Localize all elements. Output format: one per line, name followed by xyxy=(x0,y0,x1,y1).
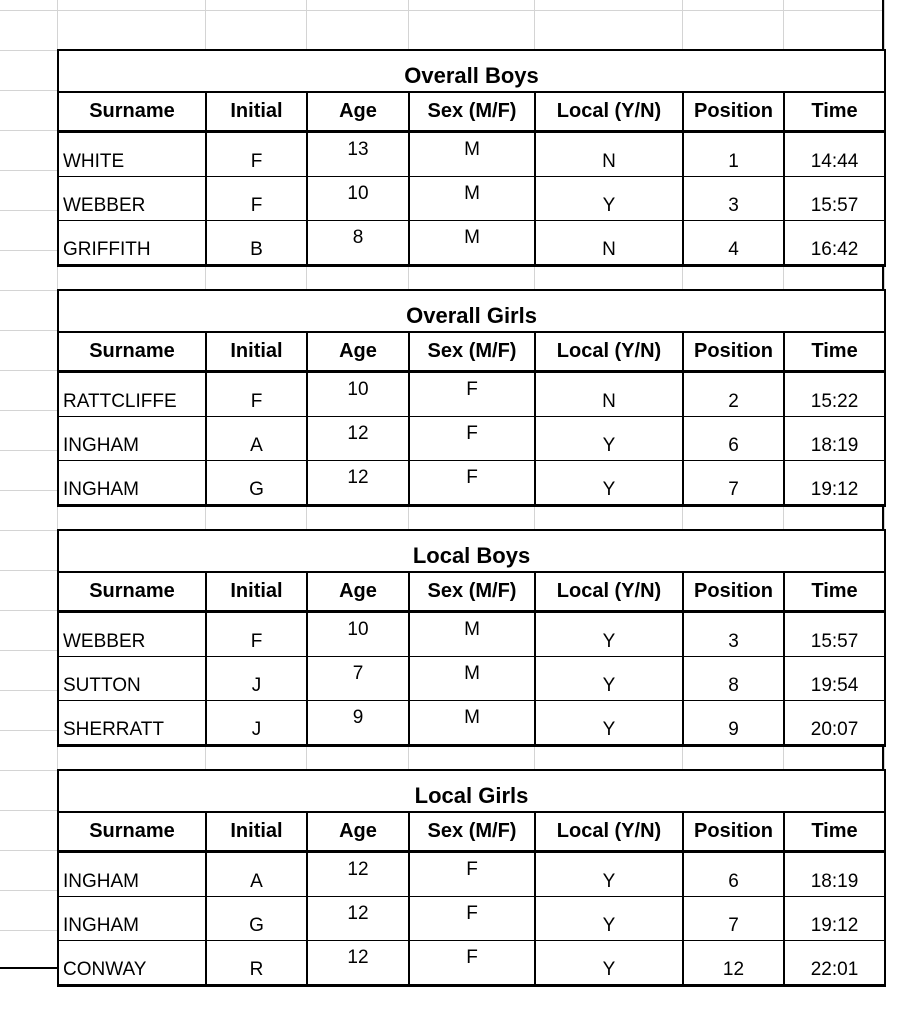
cell-initial[interactable]: R xyxy=(206,941,307,986)
cell-position[interactable]: 9 xyxy=(683,701,784,746)
table-row xyxy=(58,221,885,266)
column-header-position[interactable]: Position xyxy=(683,92,784,132)
results-table xyxy=(57,529,886,747)
cell-surname[interactable]: SHERRATT xyxy=(58,701,206,746)
cell-surname[interactable]: INGHAM xyxy=(58,417,206,461)
table-row xyxy=(58,657,885,701)
column-header-position[interactable]: Position xyxy=(683,332,784,372)
column-header-sex[interactable]: Sex (M/F) xyxy=(409,572,535,612)
column-header-sex[interactable]: Sex (M/F) xyxy=(409,332,535,372)
column-header-initial[interactable]: Initial xyxy=(206,812,307,852)
cell-age[interactable]: 12 xyxy=(307,941,409,986)
table-title: Overall Girls xyxy=(58,290,885,332)
cell-sex[interactable]: F xyxy=(409,897,535,941)
table-title: Local Girls xyxy=(58,770,885,812)
cell-local[interactable]: Y xyxy=(535,852,683,897)
cell-initial[interactable]: F xyxy=(206,612,307,657)
cell-time[interactable]: 22:01 xyxy=(784,941,885,986)
cell-sex[interactable]: M xyxy=(409,701,535,746)
cell-time[interactable]: 18:19 xyxy=(784,417,885,461)
cell-position[interactable]: 2 xyxy=(683,372,784,417)
table-title: Overall Boys xyxy=(58,50,885,92)
cell-surname[interactable]: INGHAM xyxy=(58,897,206,941)
cell-local[interactable]: N xyxy=(535,372,683,417)
cell-time[interactable]: 15:57 xyxy=(784,612,885,657)
cell-local[interactable]: N xyxy=(535,221,683,266)
cell-age[interactable]: 12 xyxy=(307,461,409,506)
table-row xyxy=(58,897,885,941)
cell-initial[interactable]: A xyxy=(206,417,307,461)
cell-sex[interactable]: M xyxy=(409,221,535,266)
cell-initial[interactable]: F xyxy=(206,177,307,221)
cell-position[interactable]: 3 xyxy=(683,612,784,657)
table-row xyxy=(58,612,885,657)
cell-position[interactable]: 7 xyxy=(683,461,784,506)
table-row xyxy=(58,461,885,506)
column-header-sex[interactable]: Sex (M/F) xyxy=(409,812,535,852)
cell-position[interactable]: 6 xyxy=(683,417,784,461)
cell-time[interactable]: 15:22 xyxy=(784,372,885,417)
cell-position[interactable]: 7 xyxy=(683,897,784,941)
cell-local[interactable]: Y xyxy=(535,657,683,701)
cell-time[interactable]: 18:19 xyxy=(784,852,885,897)
cell-age[interactable]: 10 xyxy=(307,372,409,417)
cell-surname[interactable]: CONWAY xyxy=(58,941,206,986)
cell-age[interactable]: 10 xyxy=(307,177,409,221)
cell-age[interactable]: 13 xyxy=(307,132,409,177)
cell-local[interactable]: N xyxy=(535,132,683,177)
table-row xyxy=(58,372,885,417)
cell-local[interactable]: Y xyxy=(535,941,683,986)
cell-sex[interactable]: M xyxy=(409,612,535,657)
table-title: Local Boys xyxy=(58,530,885,572)
cell-local[interactable]: Y xyxy=(535,701,683,746)
cell-surname[interactable]: SUTTON xyxy=(58,657,206,701)
cell-position[interactable]: 12 xyxy=(683,941,784,986)
column-header-initial[interactable]: Initial xyxy=(206,572,307,612)
column-header-surname[interactable]: Surname xyxy=(58,92,206,132)
cell-initial[interactable]: J xyxy=(206,701,307,746)
column-header-sex[interactable]: Sex (M/F) xyxy=(409,92,535,132)
cell-position[interactable]: 6 xyxy=(683,852,784,897)
cell-time[interactable]: 19:12 xyxy=(784,897,885,941)
column-header-time[interactable]: Time xyxy=(784,812,885,852)
cell-time[interactable]: 16:42 xyxy=(784,221,885,266)
table-row xyxy=(58,941,885,986)
cell-local[interactable]: Y xyxy=(535,897,683,941)
table-row xyxy=(58,701,885,746)
cell-sex[interactable]: F xyxy=(409,372,535,417)
cell-age[interactable]: 12 xyxy=(307,897,409,941)
cell-initial[interactable]: G xyxy=(206,461,307,506)
results-table xyxy=(57,289,886,507)
cell-sex[interactable]: M xyxy=(409,132,535,177)
cell-age[interactable]: 12 xyxy=(307,852,409,897)
grid-row-line xyxy=(0,10,884,11)
column-header-age[interactable]: Age xyxy=(307,572,409,612)
cell-initial[interactable]: F xyxy=(206,132,307,177)
column-header-time[interactable]: Time xyxy=(784,572,885,612)
column-header-initial[interactable]: Initial xyxy=(206,92,307,132)
cell-sex[interactable]: M xyxy=(409,177,535,221)
cell-age[interactable]: 9 xyxy=(307,701,409,746)
cell-local[interactable]: Y xyxy=(535,177,683,221)
column-header-local[interactable]: Local (Y/N) xyxy=(535,92,683,132)
cell-initial[interactable]: F xyxy=(206,372,307,417)
cell-time[interactable]: 15:57 xyxy=(784,177,885,221)
cell-sex[interactable]: F xyxy=(409,852,535,897)
cell-position[interactable]: 4 xyxy=(683,221,784,266)
column-header-time[interactable]: Time xyxy=(784,92,885,132)
column-header-local[interactable]: Local (Y/N) xyxy=(535,332,683,372)
cell-surname[interactable]: WEBBER xyxy=(58,612,206,657)
cell-position[interactable]: 8 xyxy=(683,657,784,701)
table-row xyxy=(58,852,885,897)
column-header-age[interactable]: Age xyxy=(307,812,409,852)
results-table xyxy=(57,769,886,987)
cell-time[interactable]: 19:12 xyxy=(784,461,885,506)
cell-local[interactable]: Y xyxy=(535,417,683,461)
cell-local[interactable]: Y xyxy=(535,612,683,657)
cell-initial[interactable]: G xyxy=(206,897,307,941)
cell-time[interactable]: 14:44 xyxy=(784,132,885,177)
cell-sex[interactable]: F xyxy=(409,461,535,506)
cell-position[interactable]: 1 xyxy=(683,132,784,177)
cell-initial[interactable]: A xyxy=(206,852,307,897)
cell-initial[interactable]: J xyxy=(206,657,307,701)
cell-age[interactable]: 7 xyxy=(307,657,409,701)
cell-surname[interactable]: GRIFFITH xyxy=(58,221,206,266)
cell-age[interactable]: 12 xyxy=(307,417,409,461)
cell-position[interactable]: 3 xyxy=(683,177,784,221)
column-header-position[interactable]: Position xyxy=(683,572,784,612)
cell-surname[interactable]: INGHAM xyxy=(58,461,206,506)
cell-age[interactable]: 8 xyxy=(307,221,409,266)
cell-surname[interactable]: RATTCLIFFE xyxy=(58,372,206,417)
column-header-local[interactable]: Local (Y/N) xyxy=(535,812,683,852)
results-table xyxy=(57,49,886,267)
cell-sex[interactable]: M xyxy=(409,657,535,701)
column-header-initial[interactable]: Initial xyxy=(206,332,307,372)
cell-sex[interactable]: F xyxy=(409,941,535,986)
cell-surname[interactable]: INGHAM xyxy=(58,852,206,897)
column-header-surname[interactable]: Surname xyxy=(58,572,206,612)
table-row xyxy=(58,417,885,461)
table-row xyxy=(58,177,885,221)
cell-surname[interactable]: WHITE xyxy=(58,132,206,177)
cell-local[interactable]: Y xyxy=(535,461,683,506)
cell-sex[interactable]: F xyxy=(409,417,535,461)
cell-surname[interactable]: WEBBER xyxy=(58,177,206,221)
column-header-surname[interactable]: Surname xyxy=(58,812,206,852)
cell-time[interactable]: 20:07 xyxy=(784,701,885,746)
column-header-age[interactable]: Age xyxy=(307,92,409,132)
column-header-time[interactable]: Time xyxy=(784,332,885,372)
column-header-age[interactable]: Age xyxy=(307,332,409,372)
cell-time[interactable]: 19:54 xyxy=(784,657,885,701)
cell-age[interactable]: 10 xyxy=(307,612,409,657)
table-row xyxy=(58,132,885,177)
column-header-position[interactable]: Position xyxy=(683,812,784,852)
column-header-local[interactable]: Local (Y/N) xyxy=(535,572,683,612)
column-header-surname[interactable]: Surname xyxy=(58,332,206,372)
cell-initial[interactable]: B xyxy=(206,221,307,266)
